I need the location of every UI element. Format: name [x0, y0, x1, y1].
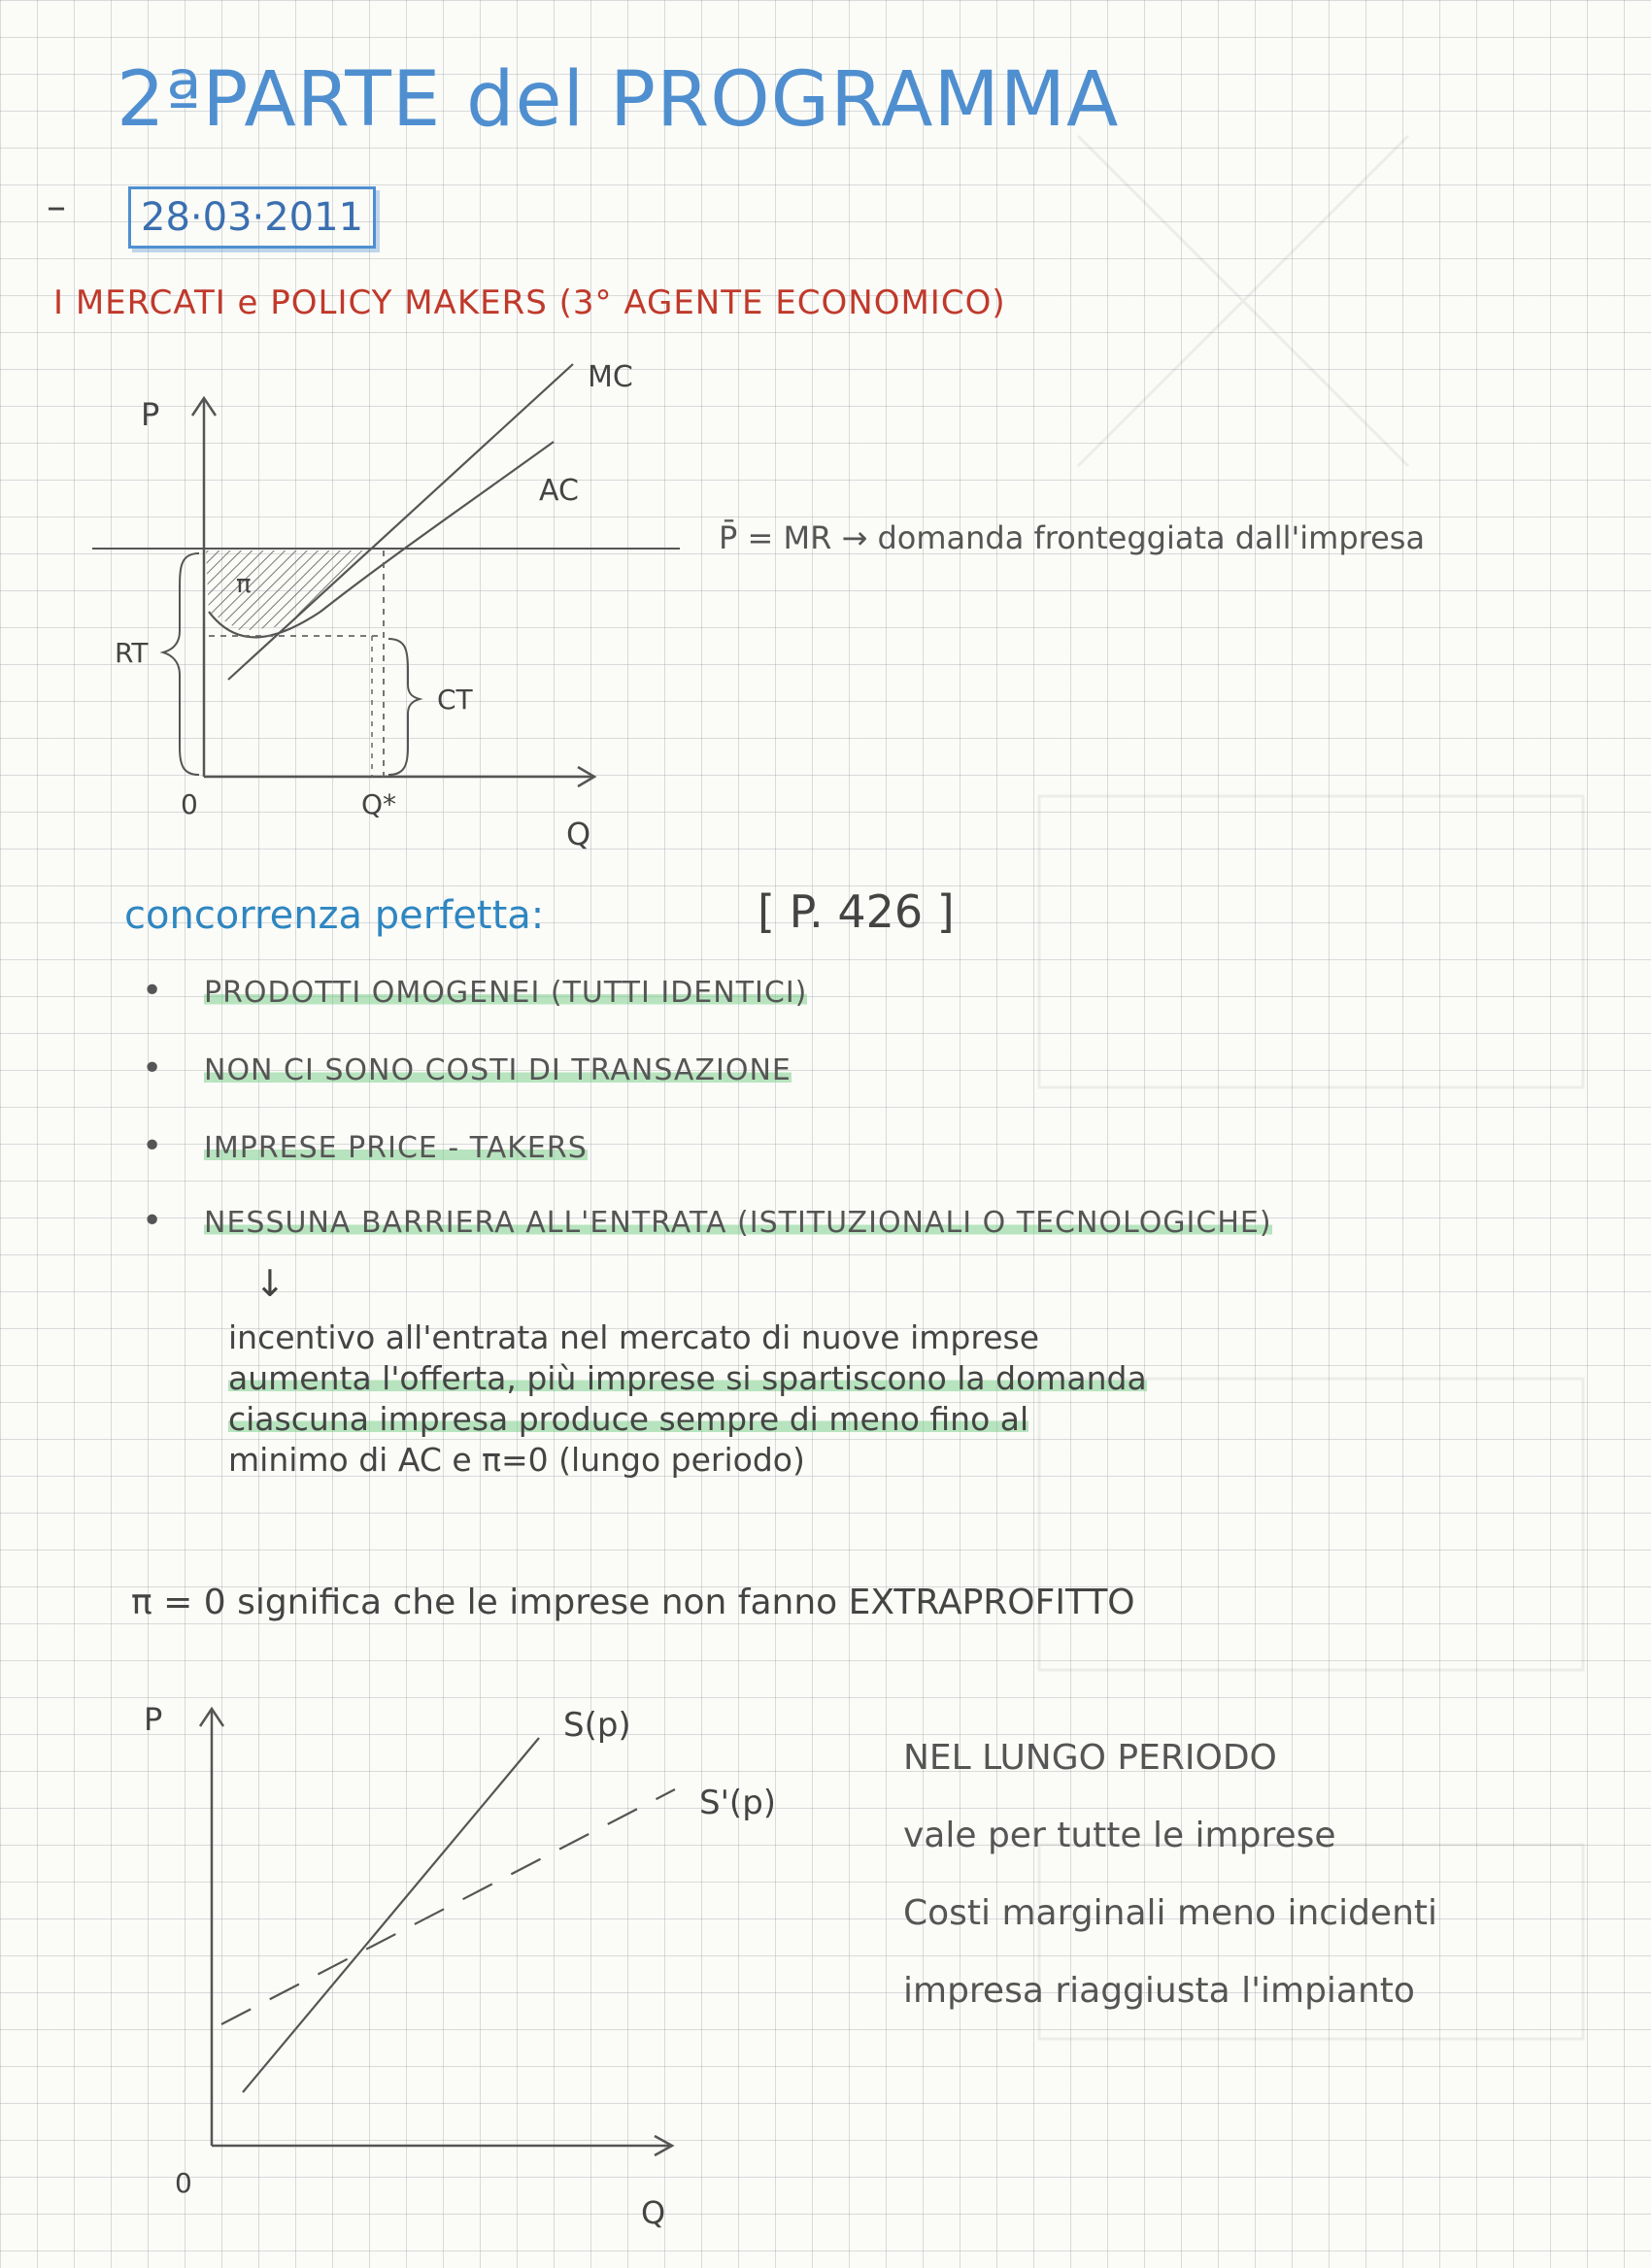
page-reference: [ P. 426 ]	[758, 885, 955, 938]
s-label: S(p)	[563, 1706, 631, 1745]
mc-label: MC	[588, 360, 633, 394]
bullet-item: IMPRESE PRICE - TAKERS	[204, 1131, 588, 1165]
rt-label: RT	[115, 637, 149, 669]
bullet-dot: •	[142, 1201, 163, 1241]
price-note: P̄ = MR → domanda fronteggiata dall'impresa	[719, 519, 1426, 556]
chart2-origin: 0	[175, 2167, 192, 2199]
date-box: 28·03·2011	[128, 186, 376, 249]
s-curve	[243, 1738, 539, 2092]
pi-label: π	[236, 570, 252, 599]
margin-dash: –	[47, 184, 66, 229]
bullet-dot: •	[142, 1126, 163, 1166]
paragraph-line: minimo di AC e π=0 (lungo periodo)	[228, 1441, 805, 1479]
long-period-line: impresa riaggiusta l'impianto	[903, 1971, 1415, 2011]
chart1-origin: 0	[181, 788, 198, 820]
bullet-item: NESSUNA BARRIERA ALL'ENTRATA (ISTITUZIONALI O TECNOLOGICHE)	[204, 1206, 1272, 1240]
bullet-dot: •	[142, 1049, 163, 1088]
page-title: 2ªPARTE del PROGRAMMA	[117, 56, 1120, 144]
long-period-line: vale per tutte le imprese	[903, 1816, 1336, 1855]
s-prime-label: S'(p)	[699, 1784, 777, 1822]
section-title: I MERCATI e POLICY MAKERS (3° AGENTE ECONOMICO)	[53, 284, 1006, 322]
chart2-y-label: P	[144, 1701, 163, 1738]
chart2-x-label: Q	[641, 2194, 666, 2231]
chart1-x-label: Q	[566, 816, 591, 852]
chart1-q-star: Q*	[361, 788, 397, 820]
ac-label: AC	[539, 474, 579, 508]
pi-zero-note: π = 0 significa che le imprese non fanno EXTRAPROFITTO	[131, 1583, 1135, 1622]
down-arrow-icon: ↓	[254, 1262, 286, 1305]
ct-label: CT	[437, 684, 473, 716]
concorrenza-title: concorrenza perfetta:	[124, 893, 545, 938]
long-period-line: Costi marginali meno incidenti	[903, 1893, 1438, 1933]
bullet-item: PRODOTTI OMOGENEI (TUTTI IDENTICI)	[204, 976, 808, 1010]
bullet-item: NON CI SONO COSTI DI TRANSAZIONE	[204, 1053, 792, 1087]
long-period-line: NEL LUNGO PERIODO	[903, 1738, 1277, 1778]
paragraph-line: incentivo all'entrata nel mercato di nuove imprese	[228, 1318, 1039, 1356]
chart1-y-label: P	[141, 396, 160, 433]
s-prime-curve	[221, 1789, 675, 2024]
paragraph-line: aumenta l'offerta, più imprese si spartiscono la domanda	[228, 1359, 1147, 1397]
bullet-dot: •	[142, 971, 163, 1011]
paragraph-line: ciascuna impresa produce sempre di meno fino al	[228, 1400, 1029, 1438]
